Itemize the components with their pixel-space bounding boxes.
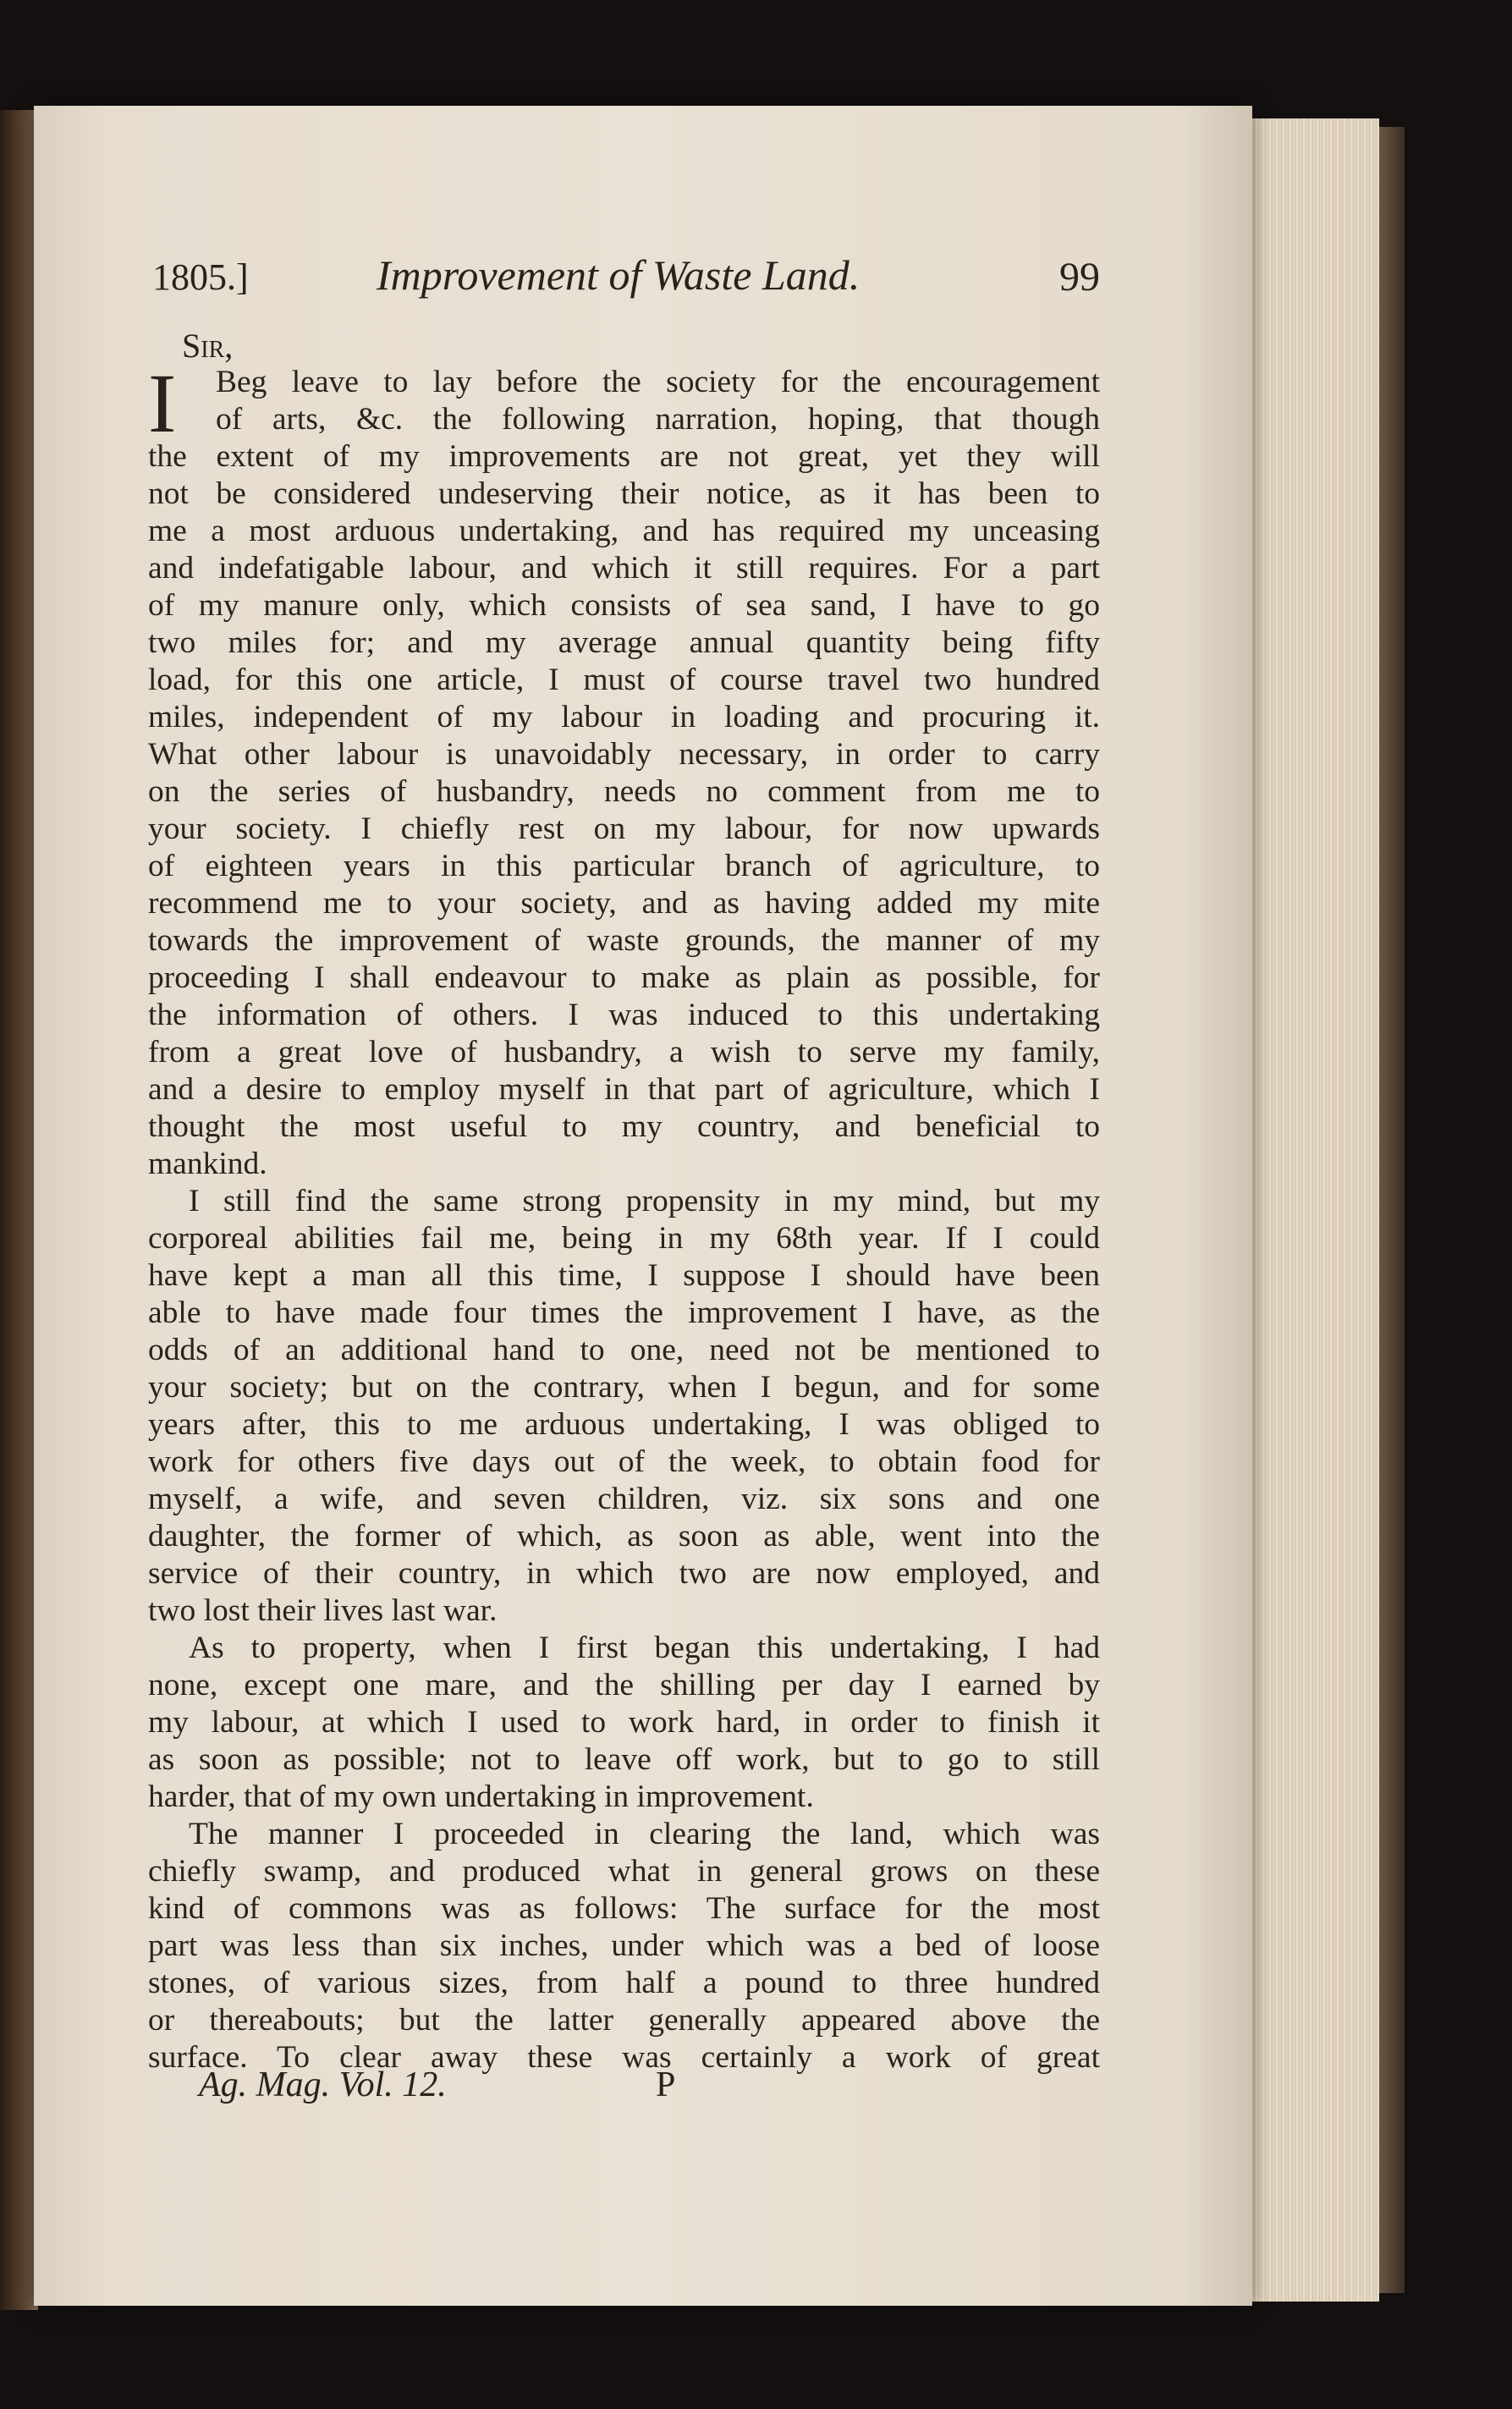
text-line: corporeal abilities fail me, being in my 68th year. If I could (148, 1221, 1100, 1256)
text-line: of my manure only, which consists of sea sand, I have to go (148, 588, 1100, 623)
text-line: work for others five days out of the week, to obtain food for (148, 1444, 1100, 1479)
text-line: daughter, the former of which, as soon as able, went into the (148, 1519, 1100, 1554)
text-line: able to have made four times the improvement I have, as the (148, 1295, 1100, 1330)
text-line: miles, independent of my labour in loading and procuring it. (148, 700, 1100, 734)
text-line: service of their country, in which two are now employed, and (148, 1556, 1100, 1591)
header-title: Improvement of Waste Land. (377, 251, 860, 299)
text-line: your society; but on the contrary, when I begun, and for some (148, 1370, 1100, 1405)
text-line: mankind. (148, 1147, 267, 1181)
text-line: years after, this to me arduous undertaking, I was obliged to (148, 1407, 1100, 1442)
text-line: not be considered undeserving their notice, as it has been to (148, 476, 1100, 511)
text-line: I still find the same strong propensity in my mind, but my (189, 1184, 1100, 1218)
text-line: surface. To clear away these was certainly a work of great (148, 2040, 1100, 2075)
text-line: towards the improvement of waste grounds, the manner of my (148, 923, 1100, 958)
text-line: Beg leave to lay before the society for the encouragement (216, 365, 1100, 399)
text-line: chiefly swamp, and produced what in general grows on these (148, 1854, 1100, 1889)
text-line: from a great love of husbandry, a wish to serve my family, (148, 1035, 1100, 1070)
signature-mark: P (656, 2065, 676, 2104)
text-line: and a desire to employ myself in that part of agriculture, which I (148, 1072, 1100, 1107)
text-line: your society. I chiefly rest on my labour, for now upwards (148, 811, 1100, 846)
text-line: thought the most useful to my country, and beneficial to (148, 1109, 1100, 1144)
text-line: have kept a man all this time, I suppose I should have been (148, 1258, 1100, 1293)
book-binding-left (0, 110, 38, 2310)
text-line: two lost their lives last war. (148, 1593, 498, 1628)
text-line: The manner I proceeded in clearing the land, which was (189, 1817, 1100, 1851)
page-footer (199, 2065, 791, 2115)
text-line: proceeding I shall endeavour to make as plain as possible, for (148, 960, 1100, 995)
drop-cap: I (148, 356, 177, 450)
text-line: the information of others. I was induced to this undertaking (148, 998, 1100, 1032)
text-line: my labour, at which I used to work hard, in order to finish it (148, 1705, 1100, 1740)
text-line: the extent of my improvements are not great, yet they will (148, 439, 1100, 474)
text-line: recommend me to your society, and as having added my mite (148, 886, 1100, 921)
running-head (152, 245, 1117, 313)
text-line: part was less than six inches, under which was a bed of loose (148, 1928, 1100, 1963)
text-line: odds of an additional hand to one, need not be mentioned to (148, 1333, 1100, 1367)
text-line: myself, a wife, and seven children, viz. six sons and one (148, 1482, 1100, 1516)
text-line: As to property, when I first began this undertaking, I had (189, 1631, 1100, 1665)
text-line: or thereabouts; but the latter generally appeared above the (148, 2003, 1100, 2038)
page-number: 99 (1059, 255, 1100, 300)
text-line: none, except one mare, and the shilling per day I earned by (148, 1668, 1100, 1702)
footer-journal: Ag. Mag. Vol. 12. (199, 2065, 447, 2104)
text-line: harder, that of my own undertaking in improvement. (148, 1779, 814, 1814)
text-line: and indefatigable labour, and which it still requires. For a part (148, 551, 1100, 586)
text-line: as soon as possible; not to leave off work, but to go to still (148, 1742, 1100, 1777)
text-line: me a most arduous undertaking, and has required my unceasing (148, 514, 1100, 548)
text-line: load, for this one article, I must of course travel two hundred (148, 663, 1100, 697)
text-line: What other labour is unavoidably necessary, in order to carry (148, 737, 1100, 772)
text-line: of arts, &c. the following narration, hoping, that though (216, 402, 1100, 437)
text-line: on the series of husbandry, needs no comment from me to (148, 774, 1100, 809)
article-body (148, 356, 1100, 2076)
text-line: two miles for; and my average annual quantity being fifty (148, 625, 1100, 660)
header-year: 1805.] (152, 256, 249, 298)
text-line: of eighteen years in this particular branch of agriculture, to (148, 849, 1100, 883)
text-line: stones, of various sizes, from half a pound to three hundred (148, 1966, 1100, 2000)
page-edges (1252, 118, 1379, 2302)
salutation: Sir, (182, 327, 234, 365)
text-line: kind of commons was as follows: The surface for the most (148, 1891, 1100, 1926)
